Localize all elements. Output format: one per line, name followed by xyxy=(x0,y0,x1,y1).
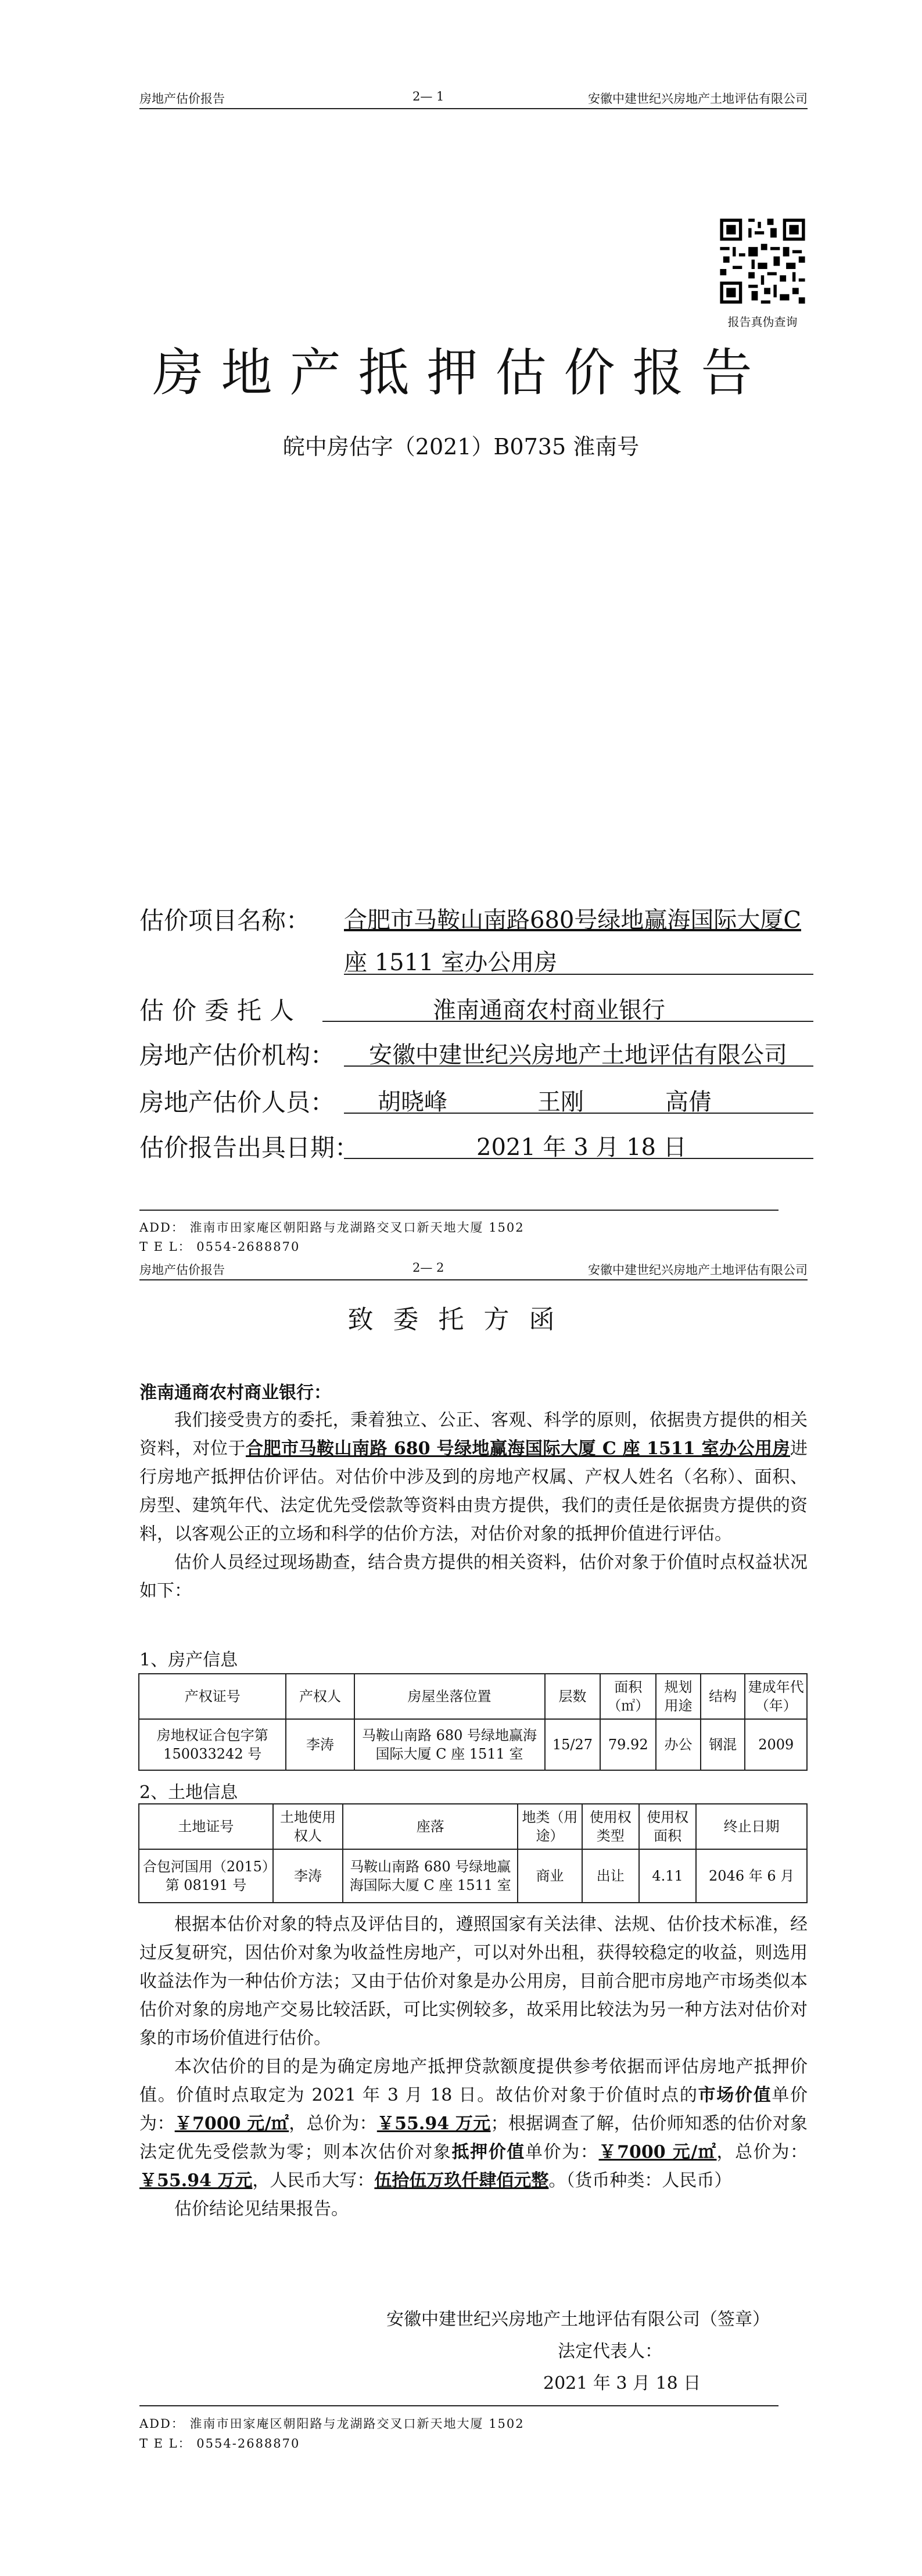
qr-caption: 报告真伪查询 xyxy=(727,315,798,329)
appraiser-name: 高倩 xyxy=(665,1089,712,1115)
land-info-table xyxy=(138,1803,808,1903)
table-header: 规划用途 xyxy=(656,1674,701,1719)
table-row xyxy=(139,1719,807,1770)
letter-paragraph-1: 我们接受贵方的委托，秉着独立、公正、客观、科学的原则，依据贵方提供的相关资料，对位于合肥市马鞍山南路 680 号绿地赢海国际大厦 C 座 1511 室办公用房进行房地产抵押估价评估。对估价中涉及到的房地产权属、产权人姓名（名称）、面积、房型、建筑年代、法定优先受偿款等资料由贵方提供，我们的责任是依据贵方提供的资料，以客观公正的立场和科学的估价方法，对估价对象的抵押价值进行评估。 估价人员经过现场勘查，结合贵方提供的相关资料，估价对象于价值时点权益状况如下： xyxy=(139,1406,808,1605)
table-header: 产权人 xyxy=(286,1674,354,1719)
field-project-name-value-2: 座 1511 室办公用房 xyxy=(344,949,558,976)
table-header: 地类（用途） xyxy=(518,1804,582,1849)
header-left: 房地产估价报告 xyxy=(139,1263,225,1277)
footer-address: ADD： 淮南市田家庵区朝阳路与龙湖路交叉口新天地大厦 1502 xyxy=(139,1221,525,1235)
table-cell: 办公 xyxy=(656,1719,701,1770)
table-header: 土地证号 xyxy=(139,1804,273,1849)
table-header: 座落 xyxy=(343,1804,518,1849)
table-cell: 15/27 xyxy=(545,1719,601,1770)
table-cell: 钢混 xyxy=(701,1719,745,1770)
appraiser-name: 王刚 xyxy=(537,1089,584,1115)
table-cell: 马鞍山南路 680 号绿地赢海国际大厦 C 座 1511 室 xyxy=(343,1849,518,1903)
signature-company: 安徽中建世纪兴房地产土地评估有限公司（签章） xyxy=(386,2309,770,2330)
header-company: 安徽中建世纪兴房地产土地评估有限公司 xyxy=(588,92,808,106)
field-agency-value: 安徽中建世纪兴房地产土地评估有限公司 xyxy=(369,1042,787,1068)
table-header: 使用权类型 xyxy=(582,1804,639,1849)
table-cell: 79.92 xyxy=(600,1719,656,1770)
field-date-label: 估价报告出具日期： xyxy=(139,1133,360,1162)
house-info-table xyxy=(138,1673,808,1771)
footer-phone: T E L： 0554-2688870 xyxy=(139,1240,300,1254)
letter-paragraph-3: 根据本估价对象的特点及评估目的，遵照国家有关法律、法规、估价技术标准，经过反复研究，因估价对象为收益性房地产，可以对外出租，获得较稳定的收益，则选用收益法作为一种估价方法；又由于估价对象是办公用房，目前合肥市房地产市场类似本估价对象的房地产交易比较活跃，可比实例较多，故采用比较法为另一种方法对估价对象的市场价值进行估价。 xyxy=(139,1914,808,2048)
field-client-value: 淮南通商农村商业银行 xyxy=(433,997,665,1024)
table-header: 产权证号 xyxy=(139,1674,286,1719)
header-left: 房地产估价报告 xyxy=(139,92,225,106)
appraiser-name: 胡晓峰 xyxy=(378,1089,447,1115)
mortgage-total-price: ￥55.94 万元 xyxy=(139,2170,253,2191)
field-project-name-label: 估价项目名称： xyxy=(139,906,311,935)
field-appraisers-label: 房地产估价人员： xyxy=(139,1088,335,1117)
letter-paragraph-5: 估价结论见结果报告。 xyxy=(174,2199,349,2219)
table-row xyxy=(139,1849,807,1903)
footer-rule xyxy=(139,2405,779,2406)
table-cell: 出让 xyxy=(582,1849,639,1903)
table-cell: 房地权证合包字第150033242 号 xyxy=(139,1719,286,1770)
addressee: 淮南通商农村商业银行： xyxy=(139,1383,331,1403)
table-cell: 李涛 xyxy=(286,1719,354,1770)
header-company: 安徽中建世纪兴房地产土地评估有限公司 xyxy=(588,1263,808,1277)
table-header: 使用权面积 xyxy=(639,1804,696,1849)
section-house-info: 1、房产信息 xyxy=(139,1650,238,1670)
table-cell: 合包河国用（2015）第 08191 号 xyxy=(139,1849,273,1903)
total-in-chinese: 伍拾伍万玖仟肆佰元整 xyxy=(374,2170,549,2191)
letter-paragraph-4: 本次估价的目的是为确定房地产抵押贷款额度提供参考依据而评估房地产抵押价值。价值时点取定为 2021 年 3 月 18 日。故估价对象于价值时点的市场价值单价为：￥7000 元/㎡，总价为：￥55.94 万元；根据调查了解，估价师知悉的估价对象法定优先受偿款为零；则本次估价对象抵押价值单价为：￥7000 元/㎡，总价为：￥55.94 万元，人民币大写：伍拾伍万玖仟肆佰元整。（货币种类：人民币） xyxy=(139,2057,808,2191)
table-header: 面积（㎡） xyxy=(600,1674,656,1719)
letter-title: 致委托方函 xyxy=(347,1305,575,1334)
report-title: 房地产抵押估价报告 xyxy=(152,343,770,403)
signature-date: 2021 年 3 月 18 日 xyxy=(543,2373,701,2394)
table-cell: 李涛 xyxy=(273,1849,343,1903)
table-header: 结构 xyxy=(701,1674,745,1719)
field-project-name-value-1: 合肥市马鞍山南路680号绿地赢海国际大厦C xyxy=(344,907,801,934)
page-header xyxy=(139,1258,808,1280)
property-address: 合肥市马鞍山南路 680 号绿地赢海国际大厦 C 座 1511 室办公用房 xyxy=(245,1438,791,1459)
document-number: 皖中房估字（2021）B0735 淮南号 xyxy=(282,434,640,460)
footer-phone: T E L： 0554-2688870 xyxy=(139,2437,300,2451)
field-client-label: 估价委托人 xyxy=(139,996,303,1025)
letter-body xyxy=(139,1910,808,2223)
footer-address: ADD： 淮南市田家庵区朝阳路与龙湖路交叉口新天地大厦 1502 xyxy=(139,2417,525,2431)
market-unit-price: ￥7000 元/㎡ xyxy=(174,2114,289,2134)
table-cell: 商业 xyxy=(518,1849,582,1903)
table-header: 土地使用权人 xyxy=(273,1804,343,1849)
table-cell: 2009 xyxy=(745,1719,807,1770)
table-header: 房屋坐落位置 xyxy=(354,1674,545,1719)
field-date-value: 2021 年 3 月 18 日 xyxy=(476,1134,687,1161)
table-cell: 4.11 xyxy=(639,1849,696,1903)
mortgage-unit-price: ￥7000 元/㎡ xyxy=(598,2142,717,2162)
table-cell: 马鞍山南路 680 号绿地赢海国际大厦 C 座 1511 室 xyxy=(354,1719,545,1770)
table-header: 终止日期 xyxy=(696,1804,807,1849)
field-agency-label: 房地产估价机构： xyxy=(139,1041,335,1070)
letter-paragraph-2: 估价人员经过现场勘查，结合贵方提供的相关资料，估价对象于价值时点权益状况如下： xyxy=(139,1552,808,1601)
signature-representative: 法定代表人： xyxy=(558,2341,662,2362)
market-total-price: ￥55.94 万元 xyxy=(376,2114,491,2134)
header-page-number: 2— 2 xyxy=(412,1261,444,1275)
table-header: 层数 xyxy=(545,1674,601,1719)
section-land-info: 2、土地信息 xyxy=(139,1782,238,1803)
header-page-number: 2— 1 xyxy=(412,89,444,103)
table-cell: 2046 年 6 月 xyxy=(696,1849,807,1903)
table-header: 建成年代（年） xyxy=(745,1674,807,1719)
